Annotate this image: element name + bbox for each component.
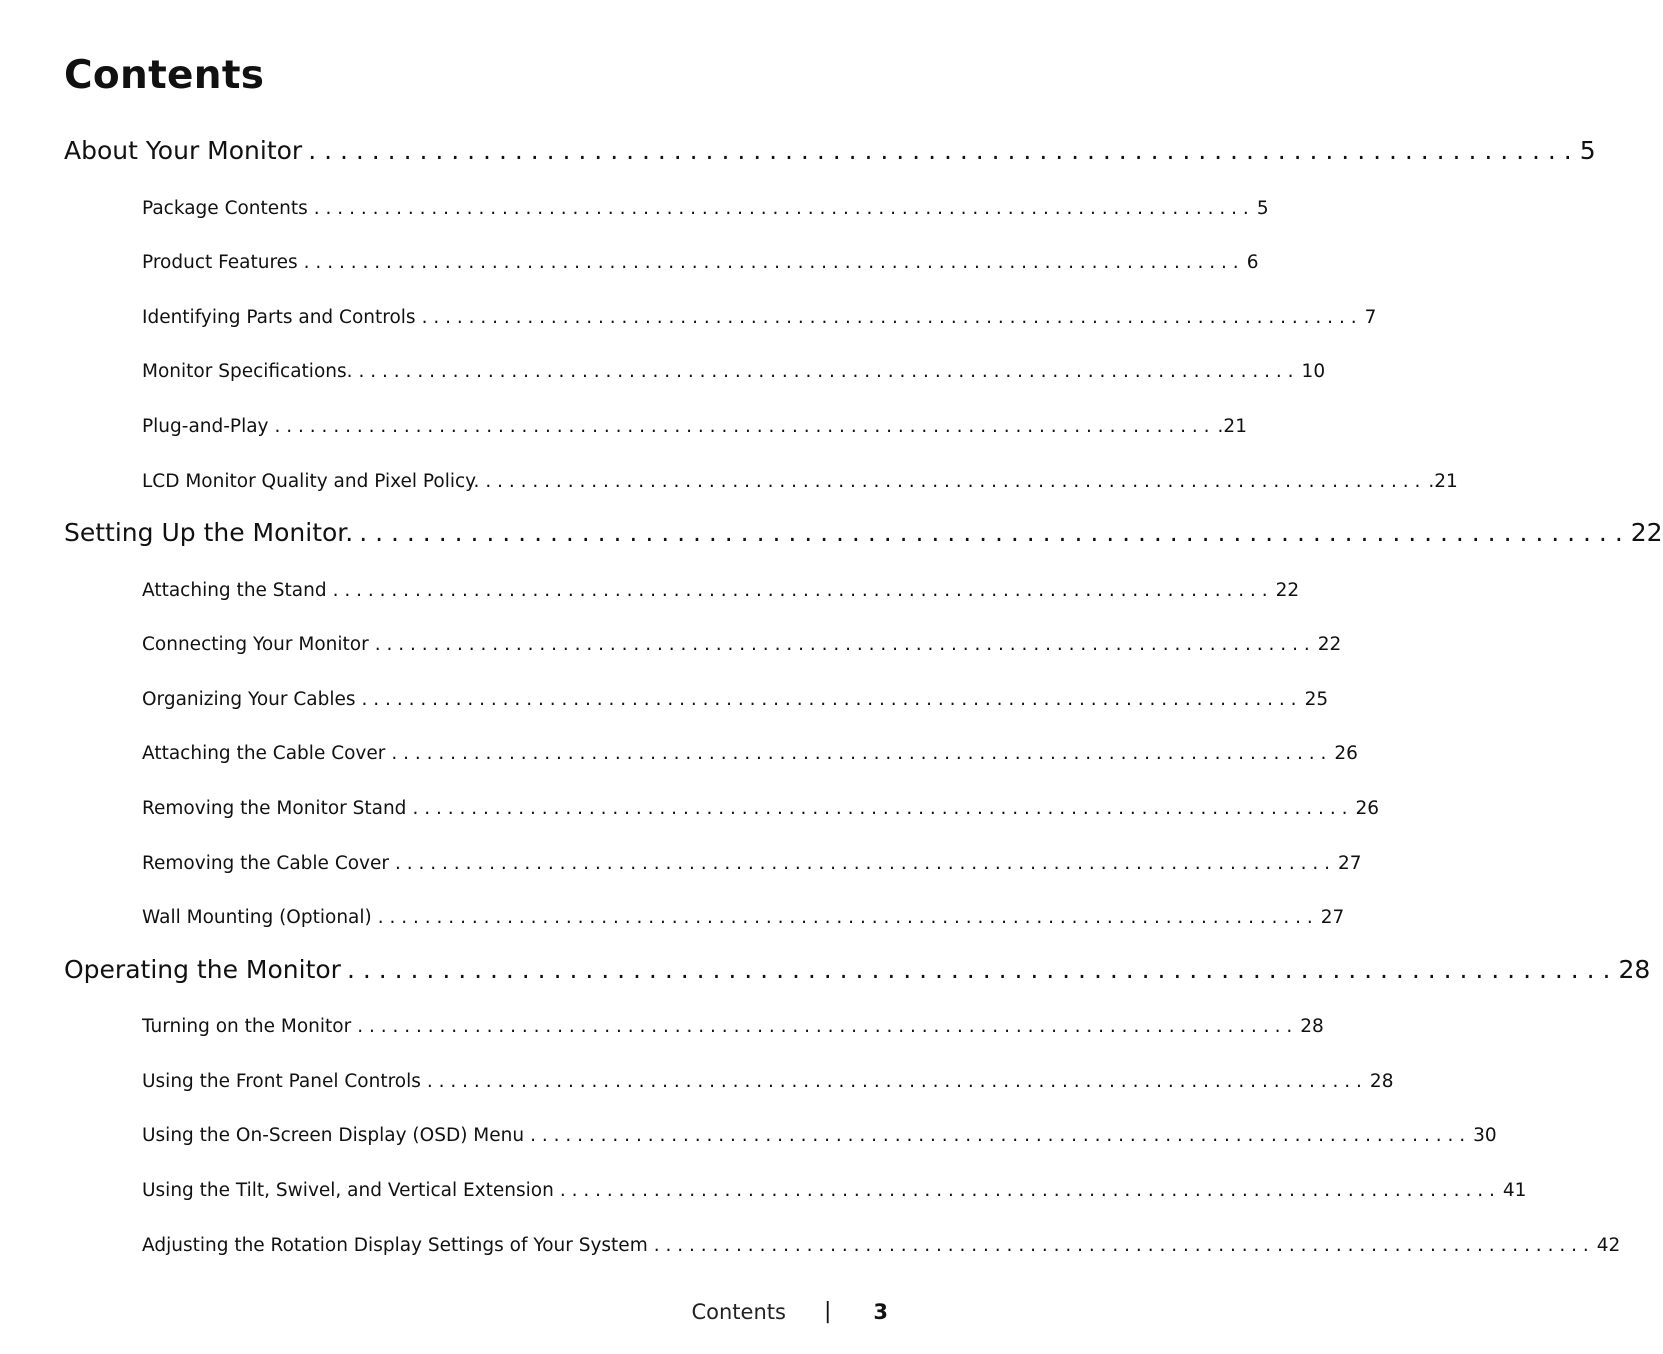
toc-entry-label: Attaching the Cable Cover <box>142 743 386 764</box>
toc-page-number: 22 <box>1275 580 1300 601</box>
toc-page-number: 27 <box>1338 853 1362 874</box>
toc-entry-label: Using the Tilt, Swivel, and Vertical Extension <box>142 1180 554 1201</box>
toc-entry-label: Removing the Cable Cover <box>142 853 389 874</box>
dot-leader: . . . . . . . . . . . . . . . . . . . . . . . . . . . . . . . . . . . . . . . . . . . . . . . . . . . . . . . . . . . . . . . . . . . . . . . . . . . . . . . . <box>346 955 1611 984</box>
dot-leader: . . . . . . . . . . . . . . . . . . . . . . . . . . . . . . . . . . . . . . . . . . . . . . . . . . . . . . . . . . . . . . . . . . . . . . . . . . . . . . . . <box>303 252 1239 273</box>
toc-page-number: 28 <box>1618 955 1651 984</box>
toc-section-about-your-monitor[interactable] <box>64 136 1596 165</box>
toc-page-number: 26 <box>1334 743 1358 764</box>
dot-leader: . . . . . . . . . . . . . . . . . . . . . . . . . . . . . . . . . . . . . . . . . . . . . . . . . . . . . . . . . . . . . . . . . . . . . . . . . . . . . . . . <box>391 743 1327 764</box>
dot-leader: . . . . . . . . . . . . . . . . . . . . . . . . . . . . . . . . . . . . . . . . . . . . . . . . . . . . . . . . . . . . . . . . . . . . . . . . . . . . . . . . <box>530 1125 1466 1146</box>
dot-leader: . . . . . . . . . . . . . . . . . . . . . . . . . . . . . . . . . . . . . . . . . . . . . . . . . . . . . . . . . . . . . . . . . . . . . . . . . . . . . . . . <box>653 1235 1589 1256</box>
toc-section-setting-up[interactable] <box>64 518 1663 547</box>
footer-page-number: 3 <box>873 1299 888 1324</box>
dot-leader: . . . . . . . . . . . . . . . . . . . . . . . . . . . . . . . . . . . . . . . . . . . . . . . . . . . . . . . . . . . . . . . . . . . . . . . . . . . . . . . . <box>559 1180 1495 1201</box>
dot-leader: . . . . . . . . . . . . . . . . . . . . . . . . . . . . . . . . . . . . . . . . . . . . . . . . . . . . . . . . . . . . . . . . . . . . . . . . . . . . . . . . <box>313 198 1249 219</box>
toc-page-number: 22 <box>1630 518 1663 547</box>
dot-leader: . . . . . . . . . . . . . . . . . . . . . . . . . . . . . . . . . . . . . . . . . . . . . . . . . . . . . . . . . . . . . . . . . . . . . . . . . . . . . . . . <box>361 689 1297 710</box>
page-title: Contents <box>64 53 265 98</box>
toc-entry-label: Monitor Specifications. <box>142 361 353 382</box>
toc-page-number: 28 <box>1369 1071 1394 1092</box>
toc-entry-label: Plug-and-Play <box>142 416 269 437</box>
toc-page-number: 6 <box>1246 252 1259 273</box>
toc-page-number: 27 <box>1320 907 1345 928</box>
toc-entry-label: About Your Monitor <box>64 136 303 165</box>
toc-item-monitor-specifications[interactable] <box>142 361 1326 382</box>
toc-page-number: 28 <box>1300 1016 1324 1037</box>
toc-entry-label: Attaching the Stand <box>142 580 327 601</box>
dot-leader: . . . . . . . . . . . . . . . . . . . . . . . . . . . . . . . . . . . . . . . . . . . . . . . . . . . . . . . . . . . . . . . . . . . . . . . . . . . . . . . . <box>412 798 1348 819</box>
toc-item-plug-and-play[interactable] <box>142 416 1247 437</box>
dot-leader: . . . . . . . . . . . . . . . . . . . . . . . . . . . . . . . . . . . . . . . . . . . . . . . . . . . . . . . . . . . . . . . . . . . . . . . . . . . . . . . . <box>485 471 1421 492</box>
toc-page-number: 41 <box>1502 1180 1527 1201</box>
toc-item-pixel-policy[interactable] <box>142 471 1458 492</box>
dot-leader: . . . . . . . . . . . . . . . . . . . . . . . . . . . . . . . . . . . . . . . . . . . . . . . . . . . . . . . . . . . . . . . . . . . . . . . . . . . . . . . . <box>332 580 1268 601</box>
toc-page-number: .21 <box>1217 416 1247 437</box>
toc-entry-label: Wall Mounting (Optional) <box>142 907 372 928</box>
toc-page-number: .21 <box>1428 471 1458 492</box>
toc-page-number: 30 <box>1473 1125 1497 1146</box>
toc-item-turning-on[interactable] <box>142 1016 1324 1037</box>
toc-item-rotation-settings[interactable] <box>142 1235 1621 1256</box>
toc-page-number: 5 <box>1579 136 1596 165</box>
toc-section-operating[interactable] <box>64 955 1651 984</box>
toc-item-package-contents[interactable] <box>142 198 1269 219</box>
toc-entry-label: Operating the Monitor <box>64 955 341 984</box>
toc-item-tilt-swivel[interactable] <box>142 1180 1527 1201</box>
toc-item-removing-cable-cover[interactable] <box>142 853 1362 874</box>
toc-page-number: 7 <box>1364 307 1377 328</box>
toc-page-number: 22 <box>1317 634 1342 655</box>
footer-divider: | <box>823 1299 832 1324</box>
toc-entry-label: Product Features <box>142 252 298 273</box>
toc-entry-label: LCD Monitor Quality and Pixel Policy. <box>142 471 480 492</box>
dot-leader: . . . . . . . . . . . . . . . . . . . . . . . . . . . . . . . . . . . . . . . . . . . . . . . . . . . . . . . . . . . . . . . . . . . . . . . . . . . . . . . . <box>274 416 1210 437</box>
dot-leader: . . . . . . . . . . . . . . . . . . . . . . . . . . . . . . . . . . . . . . . . . . . . . . . . . . . . . . . . . . . . . . . . . . . . . . . . . . . . . . . . <box>359 518 1623 547</box>
toc-entry-label: Setting Up the Monitor. <box>64 518 354 547</box>
toc-item-product-features[interactable] <box>142 252 1259 273</box>
toc-item-connecting-monitor[interactable] <box>142 634 1342 655</box>
toc-page-number: 5 <box>1256 198 1269 219</box>
dot-leader: . . . . . . . . . . . . . . . . . . . . . . . . . . . . . . . . . . . . . . . . . . . . . . . . . . . . . . . . . . . . . . . . . . . . . . . . . . . . . . . . <box>377 907 1313 928</box>
footer-label: Contents <box>691 1299 786 1324</box>
toc-page-number: 42 <box>1596 1235 1621 1256</box>
toc-entry-label: Identifying Parts and Controls <box>142 307 416 328</box>
toc-item-wall-mounting[interactable] <box>142 907 1345 928</box>
toc-page-number: 25 <box>1304 689 1329 710</box>
toc-entry-label: Organizing Your Cables <box>142 689 356 710</box>
dot-leader: . . . . . . . . . . . . . . . . . . . . . . . . . . . . . . . . . . . . . . . . . . . . . . . . . . . . . . . . . . . . . . . . . . . . . . . . . . . . . . . . <box>308 136 1572 165</box>
page-footer <box>691 1299 888 1324</box>
toc-item-removing-stand[interactable] <box>142 798 1380 819</box>
dot-leader: . . . . . . . . . . . . . . . . . . . . . . . . . . . . . . . . . . . . . . . . . . . . . . . . . . . . . . . . . . . . . . . . . . . . . . . . . . . . . . . . <box>357 1016 1293 1037</box>
toc-item-attaching-cable-cover[interactable] <box>142 743 1358 764</box>
toc-item-osd-menu[interactable] <box>142 1125 1497 1146</box>
toc-item-identifying-parts[interactable] <box>142 307 1377 328</box>
toc-page-number: 26 <box>1355 798 1380 819</box>
dot-leader: . . . . . . . . . . . . . . . . . . . . . . . . . . . . . . . . . . . . . . . . . . . . . . . . . . . . . . . . . . . . . . . . . . . . . . . . . . . . . . . . <box>421 307 1357 328</box>
toc-entry-label: Using the On-Screen Display (OSD) Menu <box>142 1125 525 1146</box>
dot-leader: . . . . . . . . . . . . . . . . . . . . . . . . . . . . . . . . . . . . . . . . . . . . . . . . . . . . . . . . . . . . . . . . . . . . . . . . . . . . . . . . <box>358 361 1294 382</box>
toc-item-front-panel-controls[interactable] <box>142 1071 1394 1092</box>
dot-leader: . . . . . . . . . . . . . . . . . . . . . . . . . . . . . . . . . . . . . . . . . . . . . . . . . . . . . . . . . . . . . . . . . . . . . . . . . . . . . . . . <box>395 853 1331 874</box>
toc-entry-label: Turning on the Monitor <box>142 1016 352 1037</box>
toc-entry-label: Connecting Your Monitor <box>142 634 369 655</box>
dot-leader: . . . . . . . . . . . . . . . . . . . . . . . . . . . . . . . . . . . . . . . . . . . . . . . . . . . . . . . . . . . . . . . . . . . . . . . . . . . . . . . . <box>426 1071 1362 1092</box>
toc-entry-label: Adjusting the Rotation Display Settings of Your System <box>142 1235 648 1256</box>
toc-entry-label: Package Contents <box>142 198 308 219</box>
toc-page-number: 10 <box>1301 361 1326 382</box>
toc-entry-label: Using the Front Panel Controls <box>142 1071 421 1092</box>
toc-item-attaching-stand[interactable] <box>142 580 1300 601</box>
toc-entry-label: Removing the Monitor Stand <box>142 798 407 819</box>
dot-leader: . . . . . . . . . . . . . . . . . . . . . . . . . . . . . . . . . . . . . . . . . . . . . . . . . . . . . . . . . . . . . . . . . . . . . . . . . . . . . . . . <box>374 634 1310 655</box>
toc-item-organizing-cables[interactable] <box>142 689 1329 710</box>
